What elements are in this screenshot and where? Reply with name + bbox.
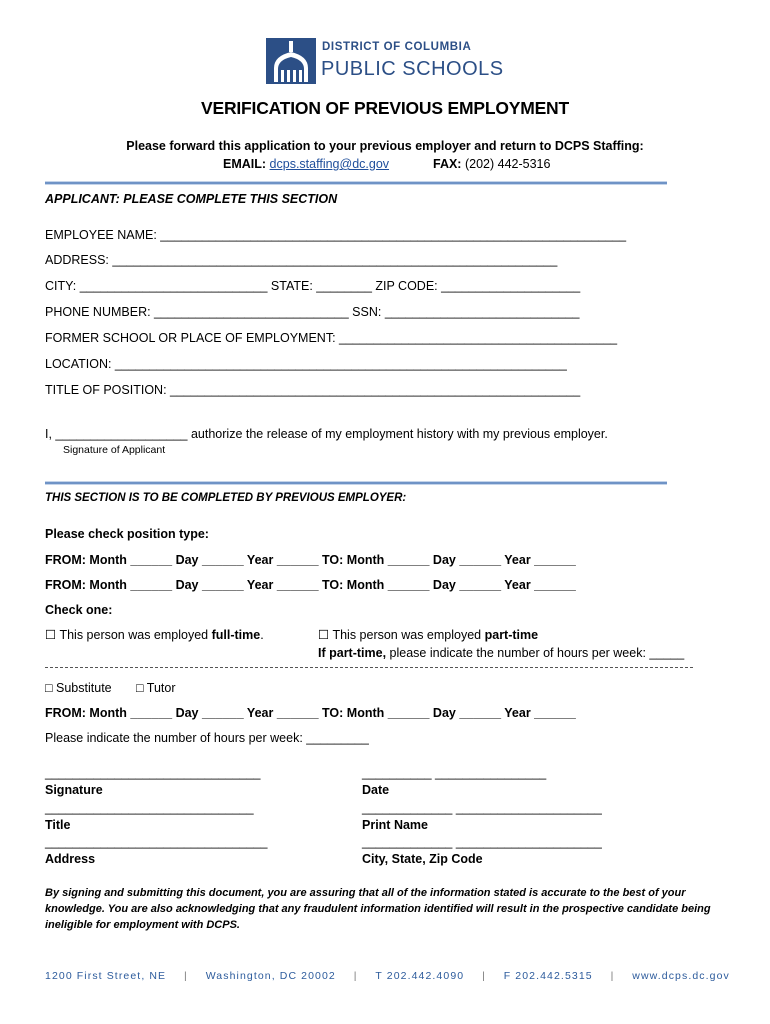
from-to-row-2[interactable]: FROM: Month ______ Day ______ Year ______ TO: Month ______ Day ______ Year ______	[45, 578, 576, 592]
dcps-logo	[266, 38, 506, 86]
disclaimer: By signing and submitting this document, you are assuring that all of the information stated is accurate to the best of your knowledge. You are also acknowledging that any fraudulent information identified will result in the prospective candidate being ineligible for employment with DCPS.	[45, 887, 711, 931]
employer-heading: THIS SECTION IS TO BE COMPLETED BY PREVIOUS EMPLOYER:	[45, 492, 407, 504]
title-line[interactable]: ______________________________	[45, 801, 254, 815]
applicant-heading: APPLICANT: PLEASE COMPLETE THIS SECTION	[45, 192, 338, 206]
footer-separator: |	[184, 970, 188, 982]
part-time-hours-field[interactable]: If part-time, please indicate the number of hours per week: _____	[318, 646, 685, 660]
fax-value: (202) 442-5316	[464, 157, 551, 171]
employee-name-field[interactable]: EMPLOYEE NAME: ___________________________________________________________________	[45, 228, 627, 242]
footer-separator: |	[353, 970, 358, 982]
substitute-checkbox[interactable]: □ Substitute	[45, 681, 112, 695]
intro-instruction: Please forward this application to your previous employer and return to DCPS Staffing:	[126, 139, 644, 153]
address-label: Address	[45, 852, 96, 866]
footer-phone: T 202.442.4090	[375, 970, 465, 982]
city-state-zip-label: City, State, Zip Code	[362, 852, 483, 866]
footer-fax: F 202.442.5315	[503, 970, 593, 982]
location-field[interactable]: LOCATION: _________________________________________________________________	[45, 357, 567, 371]
fax-line	[433, 157, 550, 171]
email-label: EMAIL:	[223, 157, 267, 171]
tutor-checkbox[interactable]: □ Tutor	[136, 681, 176, 695]
signature-label: Signature	[45, 783, 103, 797]
logo-line-1: DISTRICT OF COLUMBIA	[322, 41, 472, 53]
address-field[interactable]: ADDRESS: ________________________________________________________________	[45, 253, 558, 267]
phone-ssn-field[interactable]: PHONE NUMBER: ____________________________ SSN: ____________________________	[45, 305, 580, 319]
title-of-position-field[interactable]: TITLE OF POSITION: ___________________________________________________________	[45, 383, 581, 397]
date-label: Date	[362, 783, 390, 797]
divider	[45, 481, 667, 485]
fax-label: FAX:	[433, 157, 462, 171]
dashed-divider	[45, 667, 693, 668]
signature-caption: Signature of Applicant	[63, 444, 166, 456]
divider	[45, 181, 667, 185]
logo-line-2: PUBLIC SCHOOLS	[321, 58, 504, 80]
contact-line	[223, 157, 389, 171]
email-link[interactable]: dcps.staffing@dc.gov	[269, 157, 390, 171]
footer-website[interactable]: www.dcps.dc.gov	[632, 970, 730, 982]
authorization-statement[interactable]: I, ___________________ authorize the release of my employment history with my previous employer.	[45, 427, 608, 441]
part-time-checkbox[interactable]: ☐ This person was employed part-time	[318, 628, 539, 642]
former-school-field[interactable]: FORMER SCHOOL OR PLACE OF EMPLOYMENT: ________________________________________	[45, 331, 618, 345]
print-name-label: Print Name	[362, 818, 428, 832]
page-title: VERIFICATION OF PREVIOUS EMPLOYMENT	[201, 98, 569, 118]
city-state-zip-line[interactable]: _____________ _____________________	[362, 835, 602, 849]
footer	[45, 970, 730, 982]
check-one-label: Check one:	[45, 603, 113, 617]
footer-separator: |	[482, 970, 486, 982]
hours-per-week-field[interactable]: Please indicate the number of hours per week: _________	[45, 731, 369, 745]
address-line[interactable]: ________________________________	[45, 835, 268, 849]
footer-address: 1200 First Street, NE	[45, 970, 167, 982]
date-line[interactable]: __________ ________________	[362, 766, 547, 780]
title-label: Title	[45, 818, 71, 832]
city-state-zip-field[interactable]: CITY: ___________________________ STATE: ________ ZIP CODE: ____________________	[45, 279, 581, 293]
from-to-row-1[interactable]: FROM: Month ______ Day ______ Year ______ TO: Month ______ Day ______ Year ______	[45, 553, 576, 567]
signature-line[interactable]: _______________________________	[45, 766, 261, 780]
position-type-prompt: Please check position type:	[45, 527, 209, 541]
capitol-dome-icon	[266, 38, 316, 84]
print-name-line[interactable]: _____________ _____________________	[362, 801, 602, 815]
full-time-checkbox[interactable]: ☐ This person was employed full-time.	[45, 628, 264, 642]
footer-city: Washington, DC 20002	[205, 970, 336, 982]
from-to-row-3[interactable]: FROM: Month ______ Day ______ Year ______ TO: Month ______ Day ______ Year ______	[45, 706, 576, 720]
footer-separator: |	[610, 970, 615, 982]
